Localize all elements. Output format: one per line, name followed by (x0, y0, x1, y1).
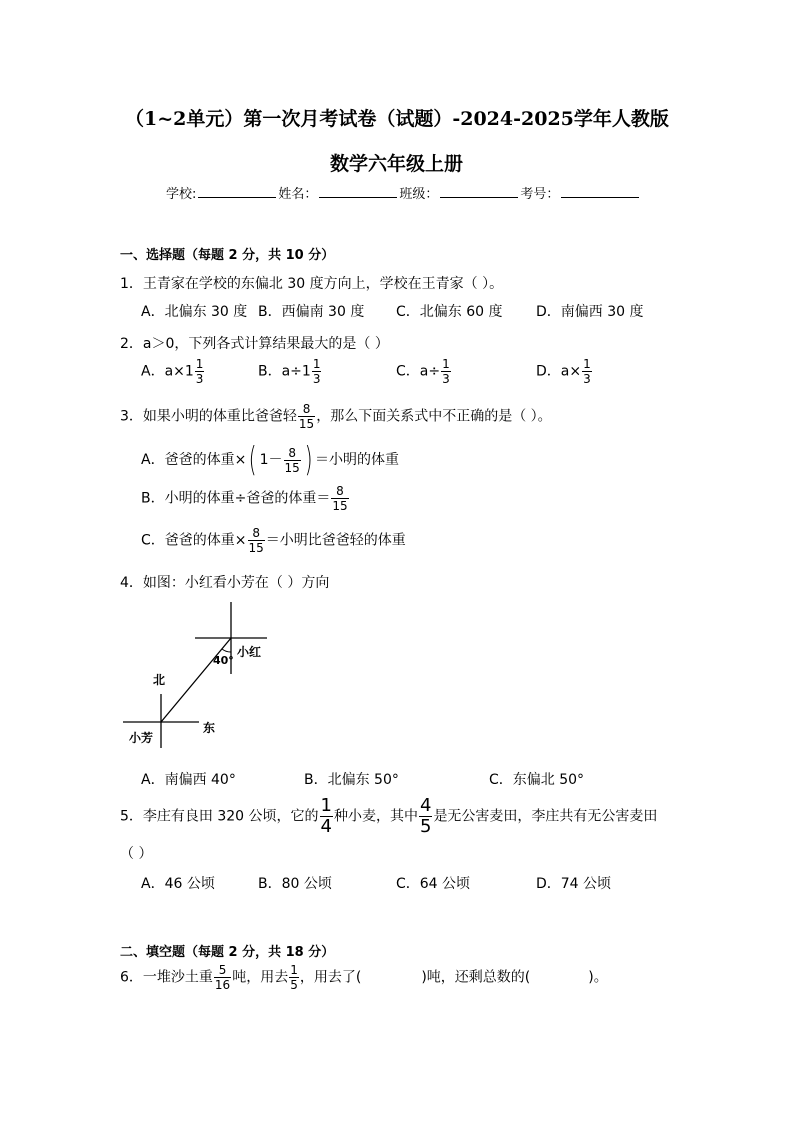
denominator: 3 (195, 372, 204, 386)
fraction-one-quarter (320, 797, 333, 836)
xiaohong-label: 小红 (237, 645, 262, 659)
denominator: 3 (442, 372, 450, 386)
q5-stem-pre: 5．李庄有良田 320 公顷，它的 (120, 808, 319, 825)
class-blank[interactable] (440, 185, 518, 198)
q3-option-a-post: ＝小明的体重 (315, 452, 400, 468)
denominator: 3 (583, 372, 591, 386)
right-paren: ) (304, 440, 313, 480)
name-blank[interactable] (319, 185, 397, 198)
page-title-line1: （1~2单元）第一次月考试卷（试题）-2024-2025学年人教版 (125, 108, 669, 130)
exam-no-blank[interactable] (561, 185, 639, 198)
q3-option-c[interactable] (141, 527, 406, 554)
q4-option-b[interactable]: B．北偏东 50° (304, 772, 399, 788)
numerator: 8 (331, 485, 348, 499)
q1-option-a[interactable]: A．北偏东 30 度 (141, 304, 248, 320)
denominator: 5 (419, 816, 432, 837)
denominator: 15 (332, 499, 348, 513)
q5-option-d[interactable]: D．74 公顷 (536, 876, 612, 892)
fraction-five-sixteenths (214, 964, 231, 991)
fraction-one-third (195, 358, 205, 385)
q2-option-a[interactable] (141, 358, 205, 385)
q6-pre: 6．一堆沙土重 (120, 969, 213, 986)
numerator: 5 (214, 964, 231, 978)
fraction-one-third (582, 358, 592, 385)
exam-no-label: 考号： (520, 187, 560, 202)
q5-option-a[interactable]: A．46 公顷 (141, 876, 215, 892)
east-label: 东 (203, 721, 216, 735)
q5-option-c[interactable]: C．64 公顷 (396, 876, 471, 892)
q2-option-d-text: D．a× (536, 363, 582, 380)
fraction-one-fifth (289, 964, 299, 991)
fraction-one-third (312, 358, 322, 385)
fraction-eight-fifteenths (248, 527, 265, 554)
q2-option-c[interactable] (396, 358, 452, 385)
numerator: 4 (419, 795, 432, 816)
q1-option-b[interactable]: B．西偏南 30 度 (258, 304, 365, 320)
q2-stem-text: 2．a＞0，下列各式计算结果最大的是（ ） (120, 336, 389, 352)
numerator: 1 (290, 963, 298, 977)
fraction-eight-fifteenths (298, 403, 315, 430)
q3-option-a-one-minus: 1－ (259, 452, 283, 468)
q3-stem-post: ，那么下面关系式中不正确的是（ ）。 (316, 408, 552, 425)
direction-diagram (115, 598, 285, 758)
q6-mid2: ，用去了( (299, 969, 362, 986)
numerator: 1 (583, 357, 591, 371)
left-paren: ( (248, 440, 257, 480)
q3-option-b[interactable] (141, 485, 350, 512)
q2-option-c-text: C．a÷ (396, 363, 441, 380)
q3-option-b-pre: B．小明的体重÷爸爸的体重＝ (141, 490, 331, 507)
student-info-row (166, 183, 641, 202)
q1-option-d[interactable]: D．南偏西 30 度 (536, 304, 644, 320)
denominator: 15 (284, 460, 300, 475)
school-blank[interactable] (198, 185, 276, 198)
q4-option-c[interactable]: C．东偏北 50° (489, 772, 585, 788)
denominator: 4 (320, 816, 332, 837)
xiaofang-label: 小芳 (129, 731, 154, 745)
section1-title: 一、选择题（每题 2 分，共 10 分） (120, 248, 335, 263)
q5-stem-post: 是无公害麦田，李庄共有无公害麦田 (433, 808, 658, 825)
q2-option-d[interactable] (536, 358, 593, 385)
numerator: 1 (312, 357, 321, 371)
q5-stem-mid: 种小麦，其中 (333, 808, 418, 825)
page-title-line2: 数学六年级上册 (330, 153, 464, 175)
angle-arc (222, 649, 231, 652)
q3-option-c-pre: C．爸爸的体重× (141, 532, 247, 549)
numerator: 8 (298, 403, 315, 417)
fraction-one-third (441, 358, 451, 385)
numerator: 1 (320, 795, 332, 816)
name-label: 姓名： (278, 187, 318, 202)
q4-stem: 4．如图：小红看小芳在（ ）方向 (120, 575, 330, 591)
denominator: 3 (312, 372, 321, 386)
q5-stem (120, 797, 657, 836)
denominator: 15 (298, 417, 315, 431)
class-label: 班级： (399, 187, 439, 202)
numerator: 1 (442, 357, 450, 371)
angle-label: 40° (213, 654, 234, 667)
q6-stem (120, 964, 608, 991)
fraction-eight-fifteenths (284, 447, 301, 474)
q3-option-a-pre: A．爸爸的体重× (141, 452, 247, 468)
q1-stem: 1．王青家在学校的东偏北 30 度方向上，学校在王青家（ ）。 (120, 276, 504, 292)
north-label: 北 (153, 673, 166, 687)
q3-stem-pre: 3．如果小明的体重比爸爸轻 (120, 408, 297, 425)
q2-option-b[interactable] (258, 358, 322, 385)
q3-stem (120, 403, 552, 430)
q6-post: )。 (588, 969, 608, 986)
numerator: 8 (284, 447, 301, 461)
denominator: 15 (248, 541, 264, 555)
q1-option-c[interactable]: C．北偏东 60 度 (396, 304, 503, 320)
q6-mid3: )吨，还剩总数的( (421, 969, 531, 986)
denominator: 5 (290, 978, 298, 992)
fraction-eight-fifteenths (331, 485, 348, 512)
q5-option-b[interactable]: B．80 公顷 (258, 876, 332, 892)
q5-answer-paren[interactable]: （ ） (120, 846, 153, 862)
denominator: 16 (214, 978, 231, 992)
q6-mid1: 吨，用去 (232, 969, 289, 986)
q4-option-a[interactable]: A．南偏西 40° (141, 772, 236, 788)
numerator: 1 (195, 357, 204, 371)
school-label: 学校: (166, 187, 197, 202)
q2-option-b-text: B．a÷1 (258, 363, 311, 380)
section2-title: 二、填空题（每题 2 分，共 18 分） (120, 945, 335, 960)
q2-option-a-text: A．a×1 (141, 363, 194, 380)
connecting-line (161, 638, 231, 722)
fraction-four-fifths (419, 797, 432, 836)
q3-option-a[interactable] (141, 440, 400, 480)
numerator: 8 (248, 527, 265, 541)
q3-option-c-post: ＝小明比爸爸轻的体重 (265, 532, 406, 549)
